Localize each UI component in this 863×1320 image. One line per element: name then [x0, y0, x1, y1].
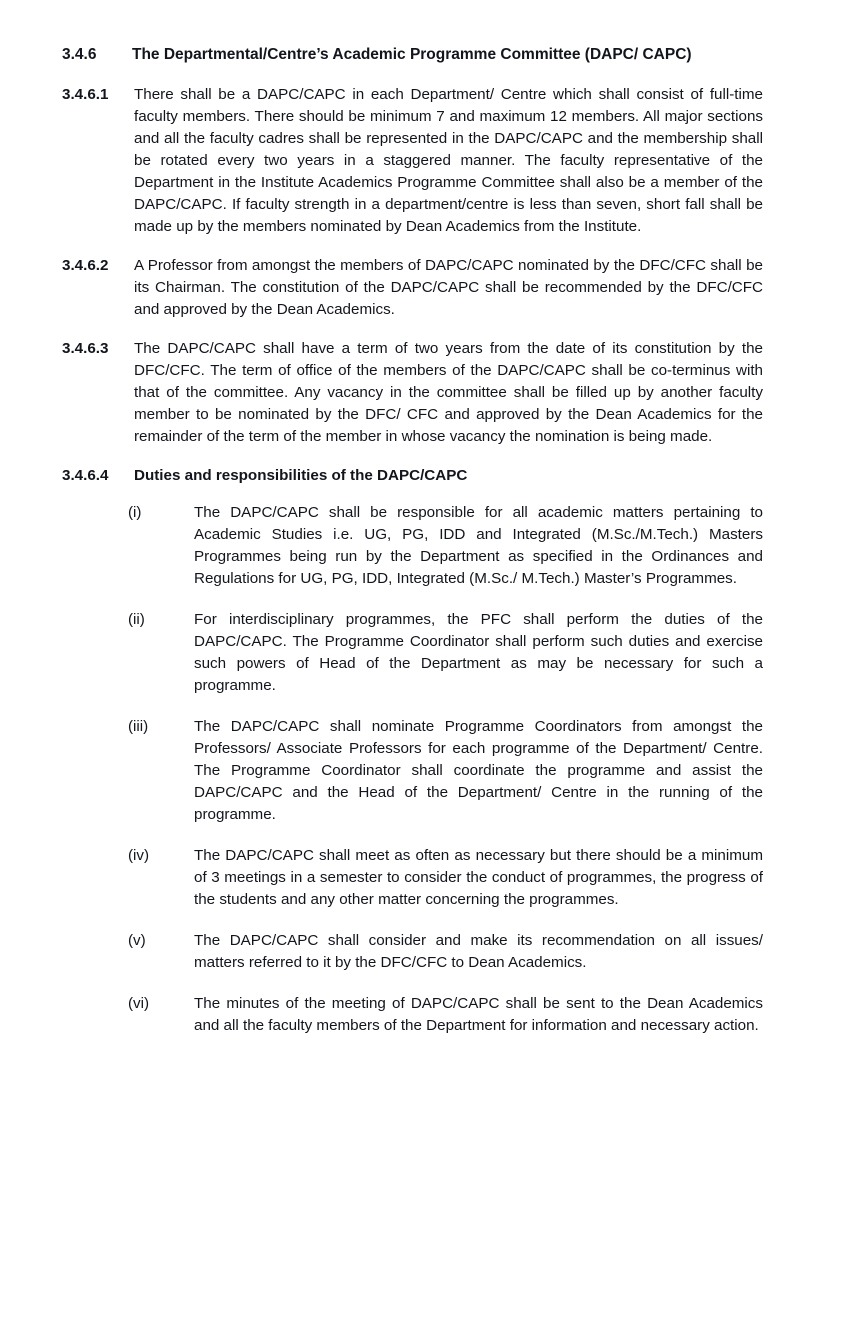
- section-number: 3.4.6: [62, 46, 97, 63]
- clause-text: Duties and responsibilities of the DAPC/CAPC: [134, 467, 468, 485]
- list-item-marker: (ii): [128, 610, 145, 628]
- clause-number: 3.4.6.3: [62, 340, 109, 358]
- list-item-marker: (iii): [128, 717, 149, 735]
- list-item-text: The DAPC/CAPC shall consider and make its recommendation on all issues/ matters referred to it by the DFC/CFC to Dean Academics.: [194, 932, 763, 972]
- list-item-marker: (iv): [128, 846, 150, 864]
- list-item-marker: (i): [128, 503, 142, 521]
- list-item: [62, 993, 763, 1037]
- list-item: [62, 845, 763, 911]
- list-item-text: The DAPC/CAPC shall meet as often as necessary but there should be a minimum of 3 meetings in a semester to consider the conduct of programmes, the progress of the students and any other matter concerning the programmes.: [194, 846, 763, 908]
- clause-text: The DAPC/CAPC shall have a term of two years from the date of its constitution by the DFC/CFC. The term of office of the members of the DAPC/CAPC shall be co-terminus with that of the committee. Any vacancy in the committee shall be filled up by another faculty member to be nominated by the DFC/ CFC and approved by the Dean Academics for the remainder of the term of the member in whose vacancy the nomination is being made.: [134, 340, 763, 446]
- section-title: The Departmental/Centre’s Academic Programme Committee (DAPC/ CAPC): [132, 46, 692, 63]
- clause-3-4-6-3: [62, 338, 763, 448]
- clause-text: There shall be a DAPC/CAPC in each Department/ Centre which shall consist of full-time faculty members. There should be minimum 7 and maximum 12 members. All major sections and all the faculty cadres shall be represented in the DAPC/CAPC and the membership shall be rotated every two years in a staggered manner. The faculty representative of the Department in the Institute Academics Programme Committee shall also be a member of the DAPC/CAPC. If faculty strength in a department/centre is less than seven, short fall shall be made up by the members nominated by Dean Academics from the Institute.: [134, 86, 763, 236]
- list-item: [62, 930, 763, 974]
- clause-number: 3.4.6.1: [62, 86, 109, 103]
- list-item-text: For interdisciplinary programmes, the PFC shall perform the duties of the DAPC/CAPC. The Programme Coordinator shall perform such duties and exercise such powers of Head of the Department as may be necessary for such a programme.: [194, 610, 763, 694]
- clause-3-4-6-2: [62, 255, 763, 321]
- list-item-marker: (v): [128, 932, 146, 949]
- clause-number: 3.4.6.4: [62, 467, 109, 485]
- list-item: [62, 609, 763, 697]
- list-item: [62, 502, 763, 590]
- list-item-text: The DAPC/CAPC shall nominate Programme Coordinators from amongst the Professors/ Associate Professors for each programme of the Department/ Centre. The Programme Coordinator shall coordinate the programme and assist the DAPC/CAPC and the Head of the Department/ Centre in the running of the programme.: [194, 717, 763, 823]
- duties-list: [62, 502, 763, 1038]
- list-item-text: The minutes of the meeting of DAPC/CAPC shall be sent to the Dean Academics and all the faculty members of the Department for information and necessary action.: [194, 995, 763, 1035]
- clause-text: A Professor from amongst the members of DAPC/CAPC nominated by the DFC/CFC shall be its Chairman. The constitution of the DAPC/CAPC shall be recommended by the DFC/CFC and approved by the Dean Academics.: [134, 257, 763, 319]
- clause-3-4-6-4: [62, 465, 763, 487]
- clause-3-4-6-1: [62, 84, 763, 238]
- list-item-text: The DAPC/CAPC shall be responsible for all academic matters pertaining to Academic Studies i.e. UG, PG, IDD and Integrated (M.Sc./M.Tech.) Masters Programmes being run by the Department as specified in the Ordinances and Regulations for UG, PG, IDD, Integrated (M.Sc./ M.Tech.) Master’s Programmes.: [194, 503, 763, 587]
- list-item: [62, 716, 763, 826]
- clause-number: 3.4.6.2: [62, 257, 109, 275]
- section-heading: [62, 44, 763, 66]
- list-item-marker: (vi): [128, 995, 150, 1013]
